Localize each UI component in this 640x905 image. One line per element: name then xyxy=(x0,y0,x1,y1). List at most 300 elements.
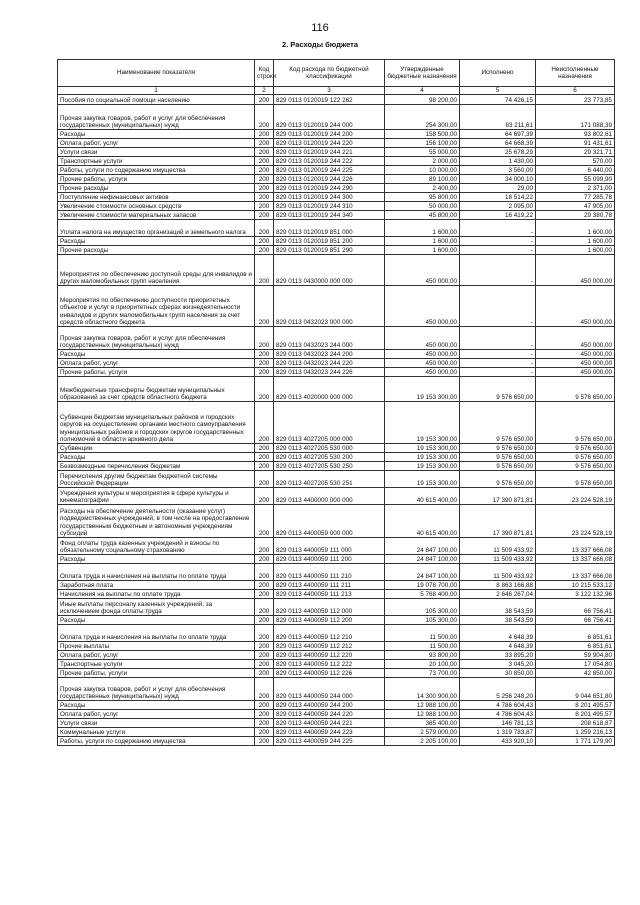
row-budget-code: 829 0113 0120019 851 290 xyxy=(274,246,385,255)
row-line-code: 200 xyxy=(255,555,274,564)
row-unexecuted: 42 850,00 xyxy=(536,669,615,678)
row-approved: 24 847 100,00 xyxy=(385,564,460,581)
table-row xyxy=(58,462,615,471)
row-name: Заработная плата xyxy=(58,581,255,590)
row-line-code: 200 xyxy=(255,202,274,211)
row-executed: 1 430,00 xyxy=(460,157,536,166)
row-budget-code: 829 0113 0432023 244 000 xyxy=(274,327,385,350)
row-unexecuted: 8 201 495,57 xyxy=(536,710,615,719)
row-unexecuted: 1 600,00 xyxy=(536,246,615,255)
row-budget-code: 829 0113 0432023 000 000 xyxy=(274,286,385,327)
table-row xyxy=(58,599,615,616)
row-budget-code: 829 0113 4400000 000 000 xyxy=(274,488,385,505)
row-name: Услуги связи xyxy=(58,148,255,157)
row-executed: 9 576 650,00 xyxy=(460,444,536,453)
table-row xyxy=(58,642,615,651)
row-executed: 433 920,10 xyxy=(460,737,536,746)
row-name: Оплата работ, услуг xyxy=(58,651,255,660)
row-budget-code: 829 0113 4400059 111 000 xyxy=(274,538,385,555)
row-name: Транспортные услуги xyxy=(58,157,255,166)
column-number-row xyxy=(58,87,615,95)
row-unexecuted: 23 224 528,19 xyxy=(536,505,615,538)
page-number: 116 xyxy=(311,22,329,34)
row-line-code: 200 xyxy=(255,148,274,157)
row-unexecuted: 13 337 666,08 xyxy=(536,538,615,555)
row-executed: 83 211,61 xyxy=(460,105,536,130)
row-name: Расходы xyxy=(58,453,255,462)
row-budget-code: 829 0113 0432023 244 200 xyxy=(274,350,385,359)
table-row xyxy=(58,581,615,590)
row-unexecuted: 6 851,61 xyxy=(536,642,615,651)
row-approved: 12 988 100,00 xyxy=(385,701,460,710)
row-executed: 5 256 248,20 xyxy=(460,678,536,701)
row-executed: 11 509 433,92 xyxy=(460,555,536,564)
row-budget-code: 829 0113 4400059 111 211 xyxy=(274,581,385,590)
row-line-code: 200 xyxy=(255,599,274,616)
row-line-code: 200 xyxy=(255,350,274,359)
row-line-code: 200 xyxy=(255,505,274,538)
row-name: Пособия по социальной помощи населению xyxy=(58,95,255,105)
row-approved: 14 300 900,00 xyxy=(385,678,460,701)
table-row xyxy=(58,166,615,175)
section-title: 2. Расходы бюджета xyxy=(281,40,359,49)
row-budget-code: 829 0113 4400059 111 213 xyxy=(274,590,385,599)
row-name: Мероприятия по обеспечению доступности приоритетных объектов и услуг в приоритетных сферах жизнедеятельности инвалидов и других маломобильных групп населения за счет средств областного бюджета xyxy=(58,286,255,327)
row-name: Коммунальные услуги xyxy=(58,728,255,737)
row-executed: 25 678,29 xyxy=(460,148,536,157)
row-approved: 98 200,00 xyxy=(385,95,460,105)
table-row xyxy=(58,211,615,220)
row-unexecuted: 93 802,61 xyxy=(536,130,615,139)
row-line-code: 200 xyxy=(255,286,274,327)
row-name: Прочие расходы xyxy=(58,184,255,193)
row-executed: - xyxy=(460,359,536,368)
row-budget-code: 829 0113 0120019 122 262 xyxy=(274,95,385,105)
row-executed: - xyxy=(460,237,536,246)
row-approved: 450 000,00 xyxy=(385,327,460,350)
row-line-code: 200 xyxy=(255,444,274,453)
header-name: Наименование показателя xyxy=(58,60,255,87)
row-budget-code: 829 0113 4027205 530 250 xyxy=(274,462,385,471)
row-executed: 38 543,59 xyxy=(460,599,536,616)
row-line-code: 200 xyxy=(255,359,274,368)
row-executed: 29,00 xyxy=(460,184,536,193)
table-row xyxy=(58,105,615,130)
row-approved: 2 579 000,00 xyxy=(385,728,460,737)
row-executed: - xyxy=(460,246,536,255)
row-name: Увеличение стоимости материальных запасов xyxy=(58,211,255,220)
row-line-code: 200 xyxy=(255,175,274,184)
row-budget-code: 829 0113 0432023 244 220 xyxy=(274,359,385,368)
row-budget-code: 829 0113 0120019 244 222 xyxy=(274,157,385,166)
row-line-code: 200 xyxy=(255,184,274,193)
row-budget-code: 829 0113 4027205 000 000 xyxy=(274,402,385,444)
row-budget-code: 829 0113 0120019 244 226 xyxy=(274,175,385,184)
row-approved: 105 300,00 xyxy=(385,616,460,625)
row-approved: 156 100,00 xyxy=(385,139,460,148)
row-unexecuted: 1 600,00 xyxy=(536,237,615,246)
row-budget-code: 829 0113 4400059 112 200 xyxy=(274,616,385,625)
table-row xyxy=(58,564,615,581)
row-unexecuted: 13 337 666,08 xyxy=(536,555,615,564)
table-row xyxy=(58,505,615,538)
row-line-code: 200 xyxy=(255,642,274,651)
row-unexecuted: 450 000,00 xyxy=(536,327,615,350)
row-budget-code: 829 0113 4400059 112 000 xyxy=(274,599,385,616)
row-budget-code: 829 0113 4400059 244 221 xyxy=(274,719,385,728)
table-row xyxy=(58,678,615,701)
row-name: Расходы xyxy=(58,555,255,564)
row-name: Мероприятия по обеспечению доступной среды для инвалидов и других маломобильных групп населения xyxy=(58,255,255,286)
row-name: Межбюджетные трансферты бюджетам муниципальных образований за счет средств областного бюджета xyxy=(58,377,255,402)
row-executed: - xyxy=(460,286,536,327)
table-row xyxy=(58,139,615,148)
expenses-table xyxy=(57,59,615,746)
row-line-code: 200 xyxy=(255,105,274,130)
row-executed: - xyxy=(460,368,536,377)
row-approved: 1 600,00 xyxy=(385,220,460,237)
table-row xyxy=(58,625,615,642)
table-row xyxy=(58,193,615,202)
row-budget-code: 829 0113 4400059 111 200 xyxy=(274,555,385,564)
row-line-code: 200 xyxy=(255,538,274,555)
table-row xyxy=(58,255,615,286)
row-executed: 17 390 871,81 xyxy=(460,505,536,538)
row-line-code: 200 xyxy=(255,616,274,625)
row-budget-code: 829 0113 0120019 244 225 xyxy=(274,166,385,175)
table-row xyxy=(58,402,615,444)
row-budget-code: 829 0113 0120019 244 290 xyxy=(274,184,385,193)
header-budget-code: Код расхода по бюджетной классификации xyxy=(274,60,385,87)
row-budget-code: 829 0113 4400059 112 226 xyxy=(274,669,385,678)
row-executed: 4 648,39 xyxy=(460,642,536,651)
row-name: Фонд оплаты труда казенных учреждений и взносы по обязательному социальному страхованию xyxy=(58,538,255,555)
row-approved: 1 600,00 xyxy=(385,237,460,246)
row-budget-code: 829 0113 4400059 000 000 xyxy=(274,505,385,538)
row-approved: 19 153 300,00 xyxy=(385,462,460,471)
row-name: Безвозмездные перечисления бюджетам xyxy=(58,462,255,471)
row-budget-code: 829 0113 0120019 851 000 xyxy=(274,220,385,237)
row-budget-code: 829 0113 4400059 244 220 xyxy=(274,710,385,719)
row-name: Работы, услуги по содержанию имущества xyxy=(58,737,255,746)
row-approved: 1 600,00 xyxy=(385,246,460,255)
row-name: Прочие расходы xyxy=(58,246,255,255)
row-unexecuted: 55 099,90 xyxy=(536,175,615,184)
row-approved: 105 300,00 xyxy=(385,599,460,616)
row-name: Расходы xyxy=(58,350,255,359)
row-executed: 8 863 166,88 xyxy=(460,581,536,590)
row-unexecuted: 1 771 179,90 xyxy=(536,737,615,746)
row-executed: - xyxy=(460,220,536,237)
row-unexecuted: 9 576 650,00 xyxy=(536,444,615,453)
table-row xyxy=(58,157,615,166)
row-unexecuted: 91 431,61 xyxy=(536,139,615,148)
row-line-code: 200 xyxy=(255,625,274,642)
table-row xyxy=(58,488,615,505)
row-approved: 95 800,00 xyxy=(385,193,460,202)
row-budget-code: 829 0113 0120019 244 340 xyxy=(274,211,385,220)
row-executed: 18 514,22 xyxy=(460,193,536,202)
row-unexecuted: 66 756,41 xyxy=(536,616,615,625)
row-executed: - xyxy=(460,327,536,350)
row-executed: 3 045,20 xyxy=(460,660,536,669)
row-line-code: 200 xyxy=(255,166,274,175)
table-row xyxy=(58,148,615,157)
row-unexecuted: 1 259 216,13 xyxy=(536,728,615,737)
row-approved: 11 500,00 xyxy=(385,642,460,651)
row-budget-code: 829 0113 0120019 244 220 xyxy=(274,139,385,148)
row-line-code: 200 xyxy=(255,327,274,350)
table-row xyxy=(58,184,615,193)
row-approved: 450 000,00 xyxy=(385,255,460,286)
header-unexecuted: Неисполненные назначения xyxy=(536,60,615,87)
column-number: 4 xyxy=(385,87,460,95)
row-executed: 4 786 604,43 xyxy=(460,710,536,719)
column-number: 3 xyxy=(274,87,385,95)
row-budget-code: 829 0113 0432023 244 226 xyxy=(274,368,385,377)
row-name: Уплата налога на имущество организаций и земельного налога xyxy=(58,220,255,237)
row-budget-code: 829 0113 0120019 244 221 xyxy=(274,148,385,157)
row-unexecuted: 10 215 533,12 xyxy=(536,581,615,590)
row-name: Оплата работ, услуг xyxy=(58,359,255,368)
row-budget-code: 829 0113 0120019 244 300 xyxy=(274,193,385,202)
table-header-row xyxy=(58,60,615,87)
table-row xyxy=(58,471,615,488)
row-line-code: 200 xyxy=(255,737,274,746)
row-approved: 12 988 100,00 xyxy=(385,710,460,719)
row-line-code: 200 xyxy=(255,95,274,105)
table-row xyxy=(58,175,615,184)
row-unexecuted: 1 600,00 xyxy=(536,220,615,237)
row-name: Прочие работы, услуги xyxy=(58,669,255,678)
row-name: Прочие выплаты xyxy=(58,642,255,651)
row-line-code: 200 xyxy=(255,471,274,488)
row-approved: 50 000,00 xyxy=(385,202,460,211)
row-unexecuted: 47 905,00 xyxy=(536,202,615,211)
row-approved: 254 300,00 xyxy=(385,105,460,130)
row-unexecuted: 9 576 650,00 xyxy=(536,402,615,444)
row-line-code: 200 xyxy=(255,220,274,237)
row-executed: 30 850,00 xyxy=(460,669,536,678)
row-approved: 24 847 100,00 xyxy=(385,555,460,564)
row-unexecuted: 9 044 651,80 xyxy=(536,678,615,701)
row-name: Оплата работ, услуг xyxy=(58,710,255,719)
row-unexecuted: 2 371,00 xyxy=(536,184,615,193)
row-approved: 19 153 300,00 xyxy=(385,453,460,462)
row-executed: 2 646 267,04 xyxy=(460,590,536,599)
row-line-code: 200 xyxy=(255,453,274,462)
row-approved: 450 000,00 xyxy=(385,350,460,359)
table-row xyxy=(58,728,615,737)
row-name: Оплата труда и начисления на выплаты по оплате труда xyxy=(58,625,255,642)
table-row xyxy=(58,377,615,402)
row-name: Увеличение стоимости основных средств xyxy=(58,202,255,211)
table-row xyxy=(58,710,615,719)
row-executed: 9 576 650,00 xyxy=(460,462,536,471)
row-executed: 9 576 650,00 xyxy=(460,471,536,488)
row-name: Расходы xyxy=(58,130,255,139)
row-unexecuted: 23 773,85 xyxy=(536,95,615,105)
row-line-code: 200 xyxy=(255,402,274,444)
row-line-code: 200 xyxy=(255,728,274,737)
table-row xyxy=(58,237,615,246)
row-name: Работы, услуги по содержанию имущества xyxy=(58,166,255,175)
row-name: Расходы xyxy=(58,701,255,710)
row-unexecuted: 9 576 650,00 xyxy=(536,462,615,471)
row-unexecuted: 570,00 xyxy=(536,157,615,166)
row-line-code: 200 xyxy=(255,211,274,220)
row-budget-code: 829 0113 4400059 112 220 xyxy=(274,651,385,660)
row-unexecuted: 6 851,61 xyxy=(536,625,615,642)
row-executed: 38 543,59 xyxy=(460,616,536,625)
row-unexecuted: 171 088,39 xyxy=(536,105,615,130)
row-line-code: 200 xyxy=(255,246,274,255)
row-approved: 450 000,00 xyxy=(385,368,460,377)
row-approved: 24 847 100,00 xyxy=(385,538,460,555)
row-approved: 365 400,00 xyxy=(385,719,460,728)
row-executed: 33 895,20 xyxy=(460,651,536,660)
row-name: Поступление нефинансовых активов xyxy=(58,193,255,202)
row-executed: 9 576 650,00 xyxy=(460,402,536,444)
row-executed: 3 560,00 xyxy=(460,166,536,175)
row-name: Услуги связи xyxy=(58,719,255,728)
table-row xyxy=(58,202,615,211)
row-approved: 19 153 300,00 xyxy=(385,402,460,444)
row-line-code: 200 xyxy=(255,368,274,377)
row-unexecuted: 29 380,78 xyxy=(536,211,615,220)
row-unexecuted: 77 285,78 xyxy=(536,193,615,202)
row-unexecuted: 208 618,87 xyxy=(536,719,615,728)
row-executed: 146 781,13 xyxy=(460,719,536,728)
row-budget-code: 829 0113 4020000 000 000 xyxy=(274,377,385,402)
row-budget-code: 829 0113 4400059 244 223 xyxy=(274,728,385,737)
row-budget-code: 829 0113 4400059 111 210 xyxy=(274,564,385,581)
row-approved: 10 000,00 xyxy=(385,166,460,175)
row-line-code: 200 xyxy=(255,719,274,728)
row-budget-code: 829 0113 4400059 244 200 xyxy=(274,701,385,710)
row-approved: 19 153 300,00 xyxy=(385,377,460,402)
row-unexecuted: 59 904,80 xyxy=(536,651,615,660)
row-approved: 89 100,00 xyxy=(385,175,460,184)
row-line-code: 200 xyxy=(255,157,274,166)
row-approved: 2 400,00 xyxy=(385,184,460,193)
row-unexecuted: 450 000,00 xyxy=(536,286,615,327)
row-unexecuted: 9 576 650,00 xyxy=(536,471,615,488)
row-executed: 2 095,00 xyxy=(460,202,536,211)
row-approved: 40 615 400,00 xyxy=(385,505,460,538)
header-executed: Исполнено xyxy=(460,60,536,87)
row-budget-code: 829 0113 4400059 244 000 xyxy=(274,678,385,701)
row-approved: 20 100,00 xyxy=(385,660,460,669)
table-row xyxy=(58,555,615,564)
row-line-code: 200 xyxy=(255,488,274,505)
table-row xyxy=(58,453,615,462)
table-row xyxy=(58,327,615,350)
row-unexecuted: 450 000,00 xyxy=(536,255,615,286)
row-unexecuted: 450 000,00 xyxy=(536,350,615,359)
row-executed: - xyxy=(460,255,536,286)
table-row xyxy=(58,538,615,555)
row-name: Прочие работы, услуги xyxy=(58,368,255,377)
row-line-code: 200 xyxy=(255,377,274,402)
column-number: 6 xyxy=(536,87,615,95)
row-executed: 16 419,22 xyxy=(460,211,536,220)
row-line-code: 200 xyxy=(255,701,274,710)
row-unexecuted: 23 224 528,19 xyxy=(536,488,615,505)
row-budget-code: 829 0113 0120019 244 310 xyxy=(274,202,385,211)
row-executed: 11 509 433,92 xyxy=(460,538,536,555)
row-name: Оплата труда и начисления на выплаты по оплате труда xyxy=(58,564,255,581)
row-name: Расходы xyxy=(58,237,255,246)
row-approved: 450 000,00 xyxy=(385,359,460,368)
header-line-code: Код строки xyxy=(255,60,274,87)
table-row xyxy=(58,286,615,327)
table-row xyxy=(58,660,615,669)
row-unexecuted: 8 201 495,57 xyxy=(536,701,615,710)
row-unexecuted: 6 440,00 xyxy=(536,166,615,175)
row-line-code: 200 xyxy=(255,130,274,139)
table-row xyxy=(58,737,615,746)
row-name: Оплата работ, услуг xyxy=(58,139,255,148)
row-name: Прочая закупка товаров, работ и услуг для обеспечения государственных (муниципальных) нужд xyxy=(58,105,255,130)
row-name: Расходы xyxy=(58,616,255,625)
row-unexecuted: 29 321,71 xyxy=(536,148,615,157)
row-executed: 17 390 871,81 xyxy=(460,488,536,505)
row-name: Расходы на обеспечение деятельности (оказание услуг) подведомственных учреждений, в том числе на предоставление государственным бюджетным и автономным учреждениям субсидий xyxy=(58,505,255,538)
row-budget-code: 829 0113 0430000 000 000 xyxy=(274,255,385,286)
row-line-code: 200 xyxy=(255,255,274,286)
table-row xyxy=(58,220,615,237)
row-approved: 55 000,00 xyxy=(385,148,460,157)
row-line-code: 200 xyxy=(255,669,274,678)
table-body xyxy=(58,95,615,746)
row-executed: 74 426,15 xyxy=(460,95,536,105)
header-approved: Утвержденные бюджетные назначения xyxy=(385,60,460,87)
row-approved: 40 615 400,00 xyxy=(385,488,460,505)
row-name: Прочая закупка товаров, работ и услуг для обеспечения государственных (муниципальных) нужд xyxy=(58,678,255,701)
row-line-code: 200 xyxy=(255,660,274,669)
row-budget-code: 829 0113 0120019 851 200 xyxy=(274,237,385,246)
row-budget-code: 829 0113 4027205 530 200 xyxy=(274,453,385,462)
row-budget-code: 829 0113 4400059 244 225 xyxy=(274,737,385,746)
row-unexecuted: 450 000,00 xyxy=(536,368,615,377)
column-number: 5 xyxy=(460,87,536,95)
row-name: Перечисления другим бюджетам бюджетной системы Российской Федерации xyxy=(58,471,255,488)
table-row xyxy=(58,350,615,359)
row-name: Учреждения культуры и мероприятия в сфере культуры и кинематографии xyxy=(58,488,255,505)
row-executed: 34 000,10 xyxy=(460,175,536,184)
row-line-code: 200 xyxy=(255,678,274,701)
row-name: Транспортные услуги xyxy=(58,660,255,669)
row-line-code: 200 xyxy=(255,237,274,246)
row-name: Субвенции бюджетам муниципальных районов и городских округов на осуществление органами местного самоуправления муниципальных районов и городских округов государственных полномочий в области архивного дела xyxy=(58,402,255,444)
table-row xyxy=(58,95,615,105)
row-executed: 4 786 604,43 xyxy=(460,701,536,710)
row-approved: 450 000,00 xyxy=(385,286,460,327)
row-approved: 73 700,00 xyxy=(385,669,460,678)
table-row xyxy=(58,590,615,599)
row-executed: 64 697,39 xyxy=(460,130,536,139)
table-row xyxy=(58,651,615,660)
row-approved: 19 078 700,00 xyxy=(385,581,460,590)
row-executed: 4 648,39 xyxy=(460,625,536,642)
row-approved: 19 153 300,00 xyxy=(385,444,460,453)
row-name: Иные выплаты персоналу казенных учреждений, за исключением фонда оплаты труда xyxy=(58,599,255,616)
row-approved: 2 205 100,00 xyxy=(385,737,460,746)
table-row xyxy=(58,701,615,710)
row-budget-code: 829 0113 4400059 112 210 xyxy=(274,625,385,642)
table-row xyxy=(58,669,615,678)
